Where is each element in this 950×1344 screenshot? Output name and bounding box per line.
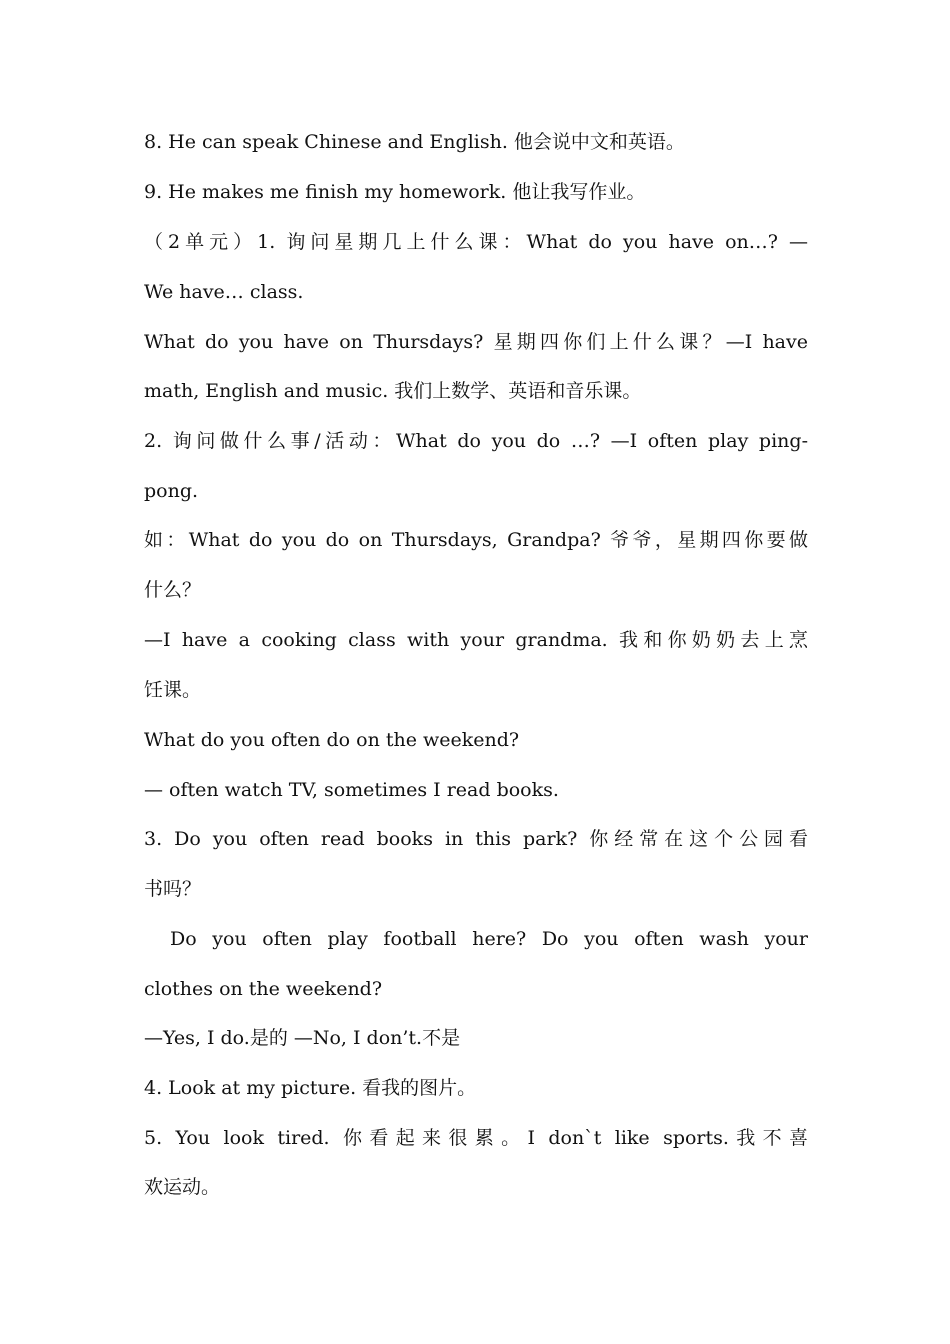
text-line: 书吗？ bbox=[144, 878, 202, 900]
text-line: 欢运动。 bbox=[144, 1176, 221, 1198]
text-line: 2. 询问做什么事/活动：What do you do …? —I often play ping- bbox=[144, 430, 808, 452]
text-line: What do you have on Thursdays? 星期四你们上什么课？—I have bbox=[144, 331, 808, 353]
text-line: 5. You look tired. 你看起来很累。I don`t like sports.我不喜 bbox=[144, 1127, 808, 1149]
text-line: —Yes, I do.是的 —No, I don’t.不是 bbox=[144, 1027, 461, 1049]
text-line: 8. He can speak Chinese and English. 他会说中文和英语。 bbox=[144, 131, 685, 153]
text-line: 4. Look at my picture. 看我的图片。 bbox=[144, 1077, 477, 1099]
text-line: We have… class. bbox=[144, 281, 304, 303]
text-line: 饪课。 bbox=[144, 679, 202, 701]
text-line: 如：What do you do on Thursdays, Grandpa? 爷爷，星期四你要做 bbox=[144, 529, 808, 551]
text-line: What do you often do on the weekend? bbox=[144, 729, 520, 751]
text-line: clothes on the weekend? bbox=[144, 978, 383, 1000]
text-line: —I have a cooking class with your grandma. 我和你奶奶去上烹 bbox=[144, 629, 808, 651]
text-line: 3. Do you often read books in this park? 你经常在这个公园看 bbox=[144, 828, 808, 850]
text-line: pong. bbox=[144, 480, 199, 502]
text-line: Do you often play football here? Do you often wash your bbox=[170, 928, 808, 950]
text-line: （2单元）1. 询问星期几上什么课：What do you have on…? — bbox=[144, 231, 808, 253]
text-line: 什么？ bbox=[144, 579, 202, 601]
text-line: — often watch TV, sometimes I read books. bbox=[144, 779, 559, 801]
text-line: math, English and music. 我们上数学、英语和音乐课。 bbox=[144, 380, 642, 402]
text-line: 9. He makes me finish my homework. 他让我写作业。 bbox=[144, 181, 646, 203]
